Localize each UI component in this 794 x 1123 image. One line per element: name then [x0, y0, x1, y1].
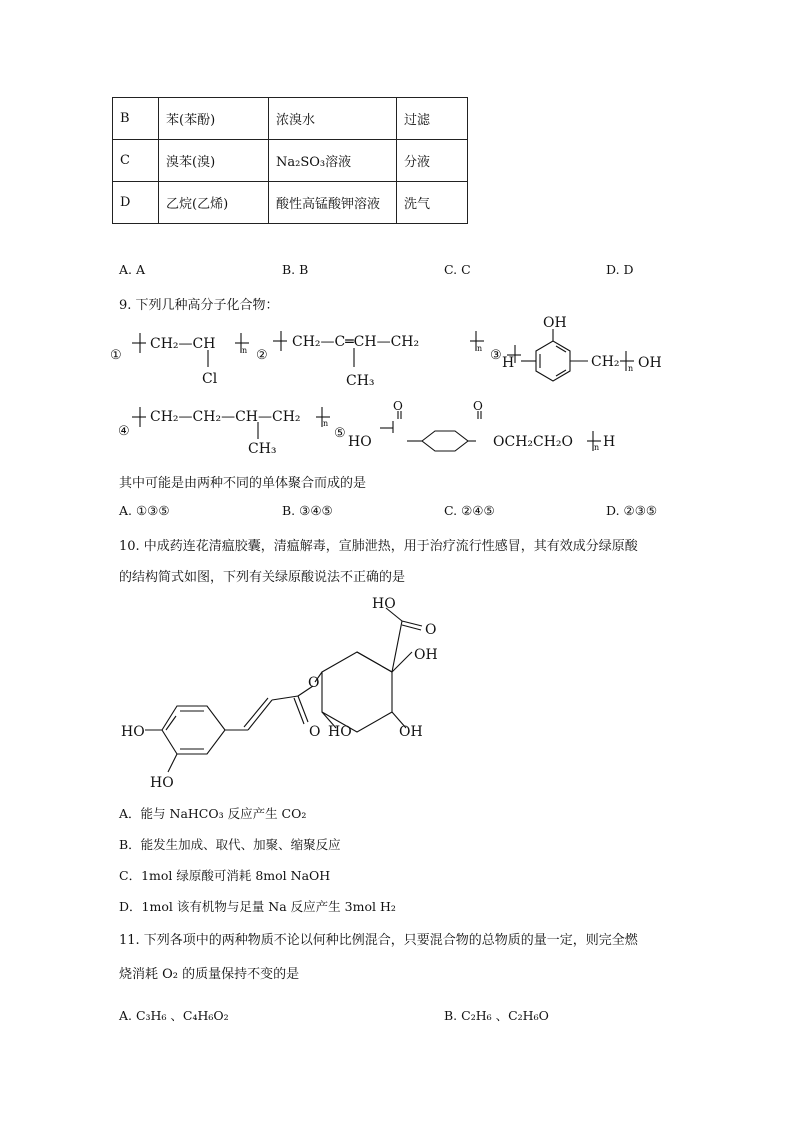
- q9-stem: 9. 下列几种高分子化合物：: [119, 298, 279, 313]
- q9-option-d[interactable]: D. ②③⑤: [606, 503, 658, 518]
- row-label: C: [113, 140, 159, 182]
- q11-stem-line1: 11. 下列各项中的两种物质不论以何种比例混合，只要混合物的总物质的量一定，则完全燃: [119, 933, 638, 948]
- q8-option-c[interactable]: C. C: [444, 262, 471, 277]
- method-cell: 过滤: [397, 98, 468, 140]
- q8-option-a[interactable]: A. A: [119, 262, 146, 277]
- q9-question: 其中可能是由两种不同的单体聚合而成的是: [119, 476, 367, 491]
- s4-chain: CH₂—CH₂—CH—CH₂: [150, 409, 301, 425]
- s3-right: CH₂: [591, 354, 620, 370]
- label-oh-ring: OH: [414, 647, 438, 663]
- s2-number: ②: [256, 348, 268, 363]
- label-o-carbonyl: O: [425, 622, 437, 638]
- q9-option-c[interactable]: C. ②④⑤: [444, 503, 495, 518]
- label-ho-ar1: HO: [121, 724, 145, 740]
- s1-substituent: Cl: [202, 371, 218, 387]
- table-row: [113, 140, 468, 182]
- reagent-cell: Na₂SO₃溶液: [269, 140, 397, 182]
- q10-option-c[interactable]: C．1mol 绿原酸可消耗 8mol NaOH: [119, 868, 331, 883]
- s5-carbonyl-o2: O: [473, 399, 483, 413]
- reagent-cell: 浓溴水: [269, 98, 397, 140]
- table-row: [113, 98, 468, 140]
- label-ho-ar2: HO: [150, 775, 174, 791]
- label-o-ester-carbonyl: O: [309, 724, 321, 740]
- q8-option-d[interactable]: D. D: [606, 262, 634, 277]
- s3-tail: OH: [638, 355, 662, 371]
- row-label: D: [113, 182, 159, 224]
- q10-option-b[interactable]: B．能发生加成、取代、加聚、缩聚反应: [119, 837, 341, 852]
- row-label: B: [113, 98, 159, 140]
- label-ho-top: HO: [372, 596, 396, 612]
- separation-table: [112, 97, 468, 224]
- s1-chain: CH₂—CH: [150, 336, 216, 352]
- q11-option-a[interactable]: A. C₃H₆ 、C₄H₆O₂: [119, 1008, 229, 1023]
- substance-cell: 溴苯(溴): [159, 140, 269, 182]
- reagent-cell: 酸性高锰酸钾溶液: [269, 182, 397, 224]
- s5-end: H: [603, 434, 616, 450]
- q11-stem-line2: 烧消耗 O₂ 的质量保持不变的是: [119, 967, 300, 982]
- q9-option-b[interactable]: B. ③④⑤: [282, 503, 333, 518]
- q10-stem-line1: 10. 中成药连花清瘟胶囊，清瘟解毒，宣肺泄热，用于治疗流行性感冒，其有效成分绿原酸: [119, 539, 638, 554]
- s2-n: n: [477, 344, 483, 353]
- s3-left: H: [502, 355, 515, 371]
- method-cell: 洗气: [397, 182, 468, 224]
- s1-n: n: [242, 346, 248, 355]
- s3-oh: OH: [543, 315, 567, 331]
- s5-n: n: [594, 443, 600, 452]
- q8-option-b[interactable]: B. B: [282, 262, 309, 277]
- s2-chain: CH₂—C═CH—CH₂: [292, 334, 420, 350]
- s3-n: n: [628, 364, 634, 373]
- substance-cell: 苯(苯酚): [159, 98, 269, 140]
- label-ho-c1: HO: [328, 724, 352, 740]
- method-cell: 分液: [397, 140, 468, 182]
- table-row: [113, 182, 468, 224]
- s5-left: HO: [348, 434, 372, 450]
- s1-number: ①: [110, 348, 122, 363]
- q11-option-b[interactable]: B. C₂H₆ 、C₂H₆O: [444, 1008, 549, 1023]
- s5-carbonyl-o1: O: [393, 399, 403, 413]
- s2-substituent: CH₃: [346, 373, 375, 389]
- s5-number: ⑤: [334, 426, 346, 441]
- substance-cell: 乙烷(乙烯): [159, 182, 269, 224]
- q10-option-a[interactable]: A．能与 NaHCO₃ 反应产生 CO₂: [119, 806, 307, 821]
- q10-stem-line2: 的结构简式如图，下列有关绿原酸说法不正确的是: [119, 570, 406, 585]
- polymer-structures: [110, 315, 680, 465]
- s4-number: ④: [118, 424, 130, 439]
- s5-tail: OCH₂CH₂O: [493, 434, 574, 450]
- label-oh-c2: OH: [399, 724, 423, 740]
- label-o-ester: O: [308, 675, 320, 691]
- s4-n: n: [323, 419, 329, 428]
- q9-option-a[interactable]: A. ①③⑤: [119, 503, 170, 518]
- s4-substituent: CH₃: [248, 441, 277, 457]
- s3-number: ③: [490, 348, 502, 363]
- q10-option-d[interactable]: D．1mol 该有机物与足量 Na 反应产生 3mol H₂: [119, 899, 396, 914]
- chlorogenic-acid-structure: [110, 590, 450, 800]
